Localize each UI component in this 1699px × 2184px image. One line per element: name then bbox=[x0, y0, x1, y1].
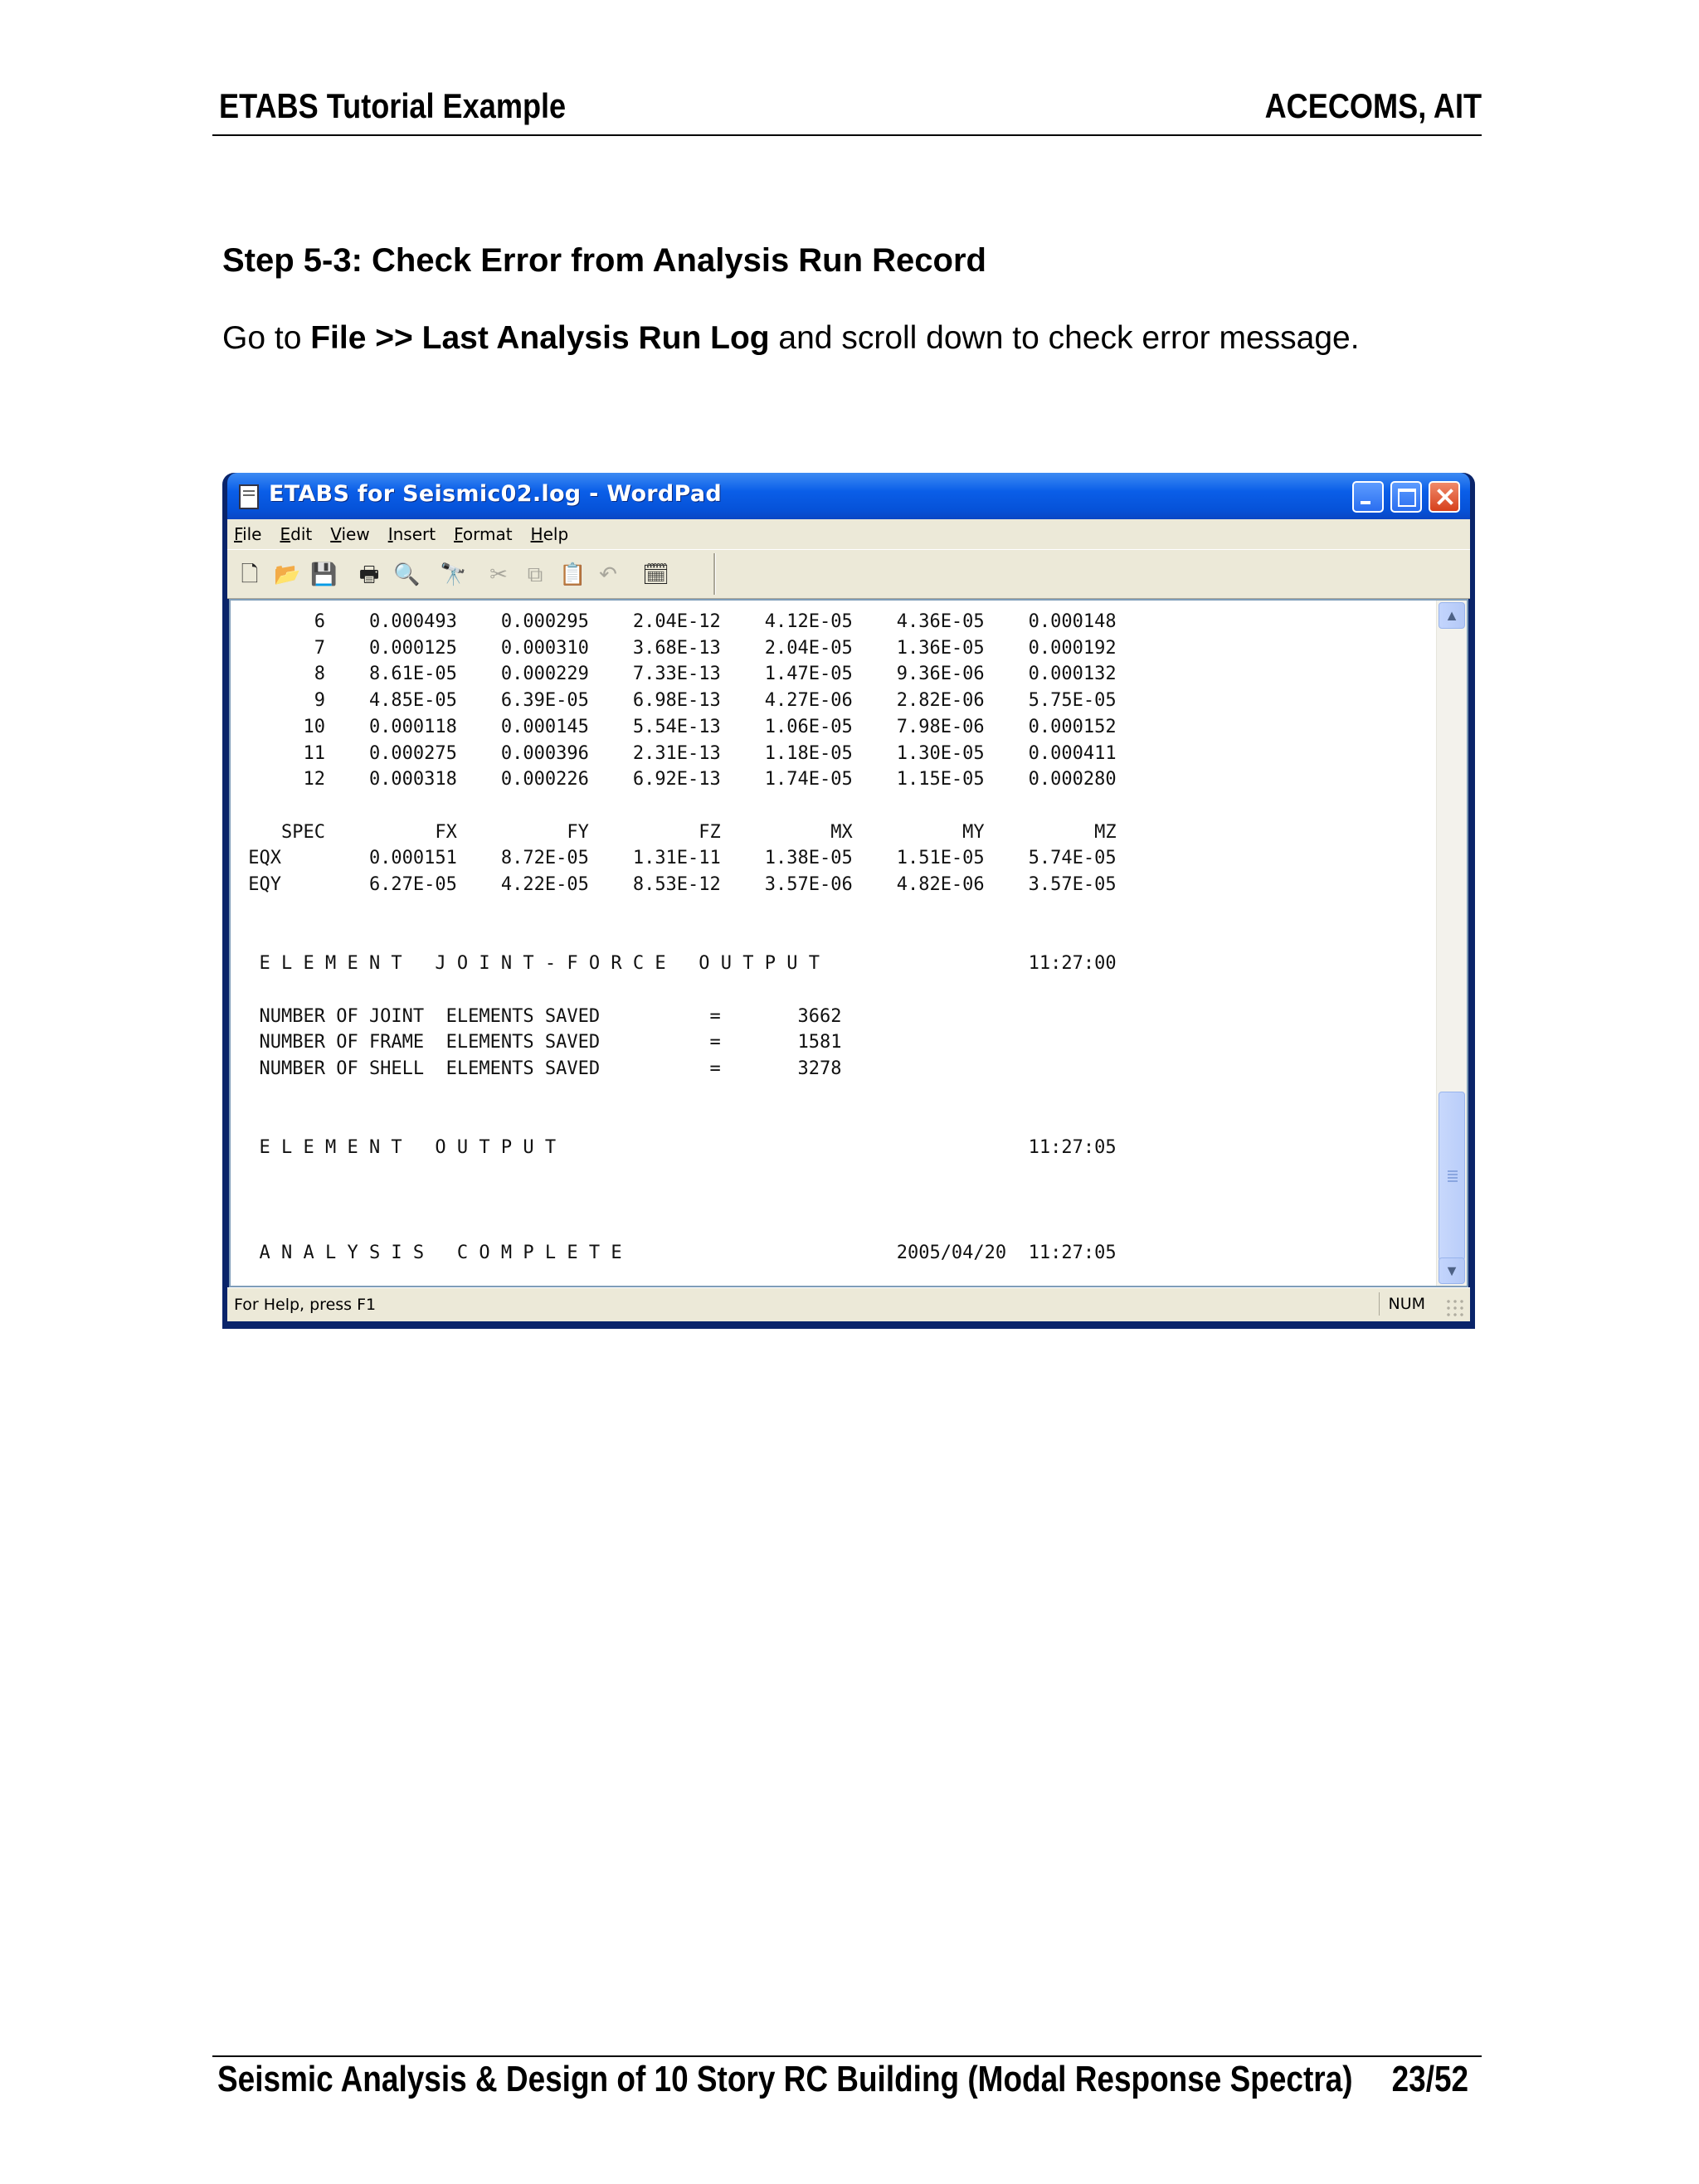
print-preview-icon[interactable]: 🔍 bbox=[393, 562, 421, 586]
instruction-prefix: Go to bbox=[222, 320, 311, 356]
page-number: 23/52 bbox=[1391, 2059, 1468, 2099]
scroll-down-arrow-icon[interactable]: ▼ bbox=[1439, 1257, 1465, 1284]
header-rule bbox=[212, 134, 1482, 136]
date-time-icon[interactable]: 🗓 bbox=[642, 562, 670, 586]
menu-format[interactable]: Format bbox=[454, 524, 513, 544]
step-title: Step 5-3: Check Error from Analysis Run Record bbox=[222, 242, 986, 279]
find-icon[interactable]: 🔭 bbox=[440, 562, 467, 586]
undo-icon[interactable]: ↶ bbox=[599, 562, 617, 586]
status-help-text: For Help, press F1 bbox=[234, 1296, 377, 1314]
instruction-suffix: and scroll down to check error message. bbox=[769, 320, 1360, 356]
print-icon[interactable]: 🖶 bbox=[358, 562, 380, 586]
scroll-up-arrow-icon[interactable]: ▲ bbox=[1439, 602, 1465, 629]
header-organization: ACECOMS, AIT bbox=[1264, 86, 1482, 125]
paste-icon[interactable]: 📋 bbox=[559, 562, 587, 586]
instruction-menu-path: File >> Last Analysis Run Log bbox=[310, 320, 770, 356]
vertical-scrollbar[interactable] bbox=[1436, 601, 1467, 1286]
log-content: 6 0.000493 0.000295 2.04E-12 4.12E-05 4.36E-05 0.000148 7 0.000125 0.000310 3.68E-13 2.04E-05 1.36E-05 0.000192 8 8.61E-05 0.000229 7.33E-13 1.47E-05 9.36E-06 0.000132 9 4.85E-05 6.39E-05 6.98E-13 4.27E-06 2.82E-06 5.75E-05 10 0.000118 0.000145 5.54E-13 1.06E-05 7.98E-06 0.000152 11 0.000275 0.000396 2.31E-13 1.18E-05 1.30E-05 0.000411 12 0.000318 0.000226 6.92E-13 1.74E-05 1.15E-05 0.000280 SPEC FX FY FZ MX MY MZ EQX 0.000151 8.72E-05 1.31E-11 1.38E-05 1.51E-05 5.74E-05 EQY 6.27E-05 4.22E-05 8.53E-12 3.57E-06 4.82E-06 3.57E-05 E L E M E N T J O I N T - F O R C E O U T P U T 11:27:00 NUMBER OF JOINT ELEMENTS SAVED = 3662 NUMBER OF FRAME ELEMENTS SAVED = 1581 NUMBER OF SHELL ELEMENTS SAVED = 3278 E L E M E N T O U T P U T 11:27:05 A N A L Y S I S C O M P L E T E 2005/04/20 11:27:05 bbox=[248, 611, 1117, 1263]
save-icon[interactable]: 💾 bbox=[310, 562, 338, 586]
close-button[interactable] bbox=[1429, 481, 1460, 513]
log-text-area[interactable] bbox=[237, 609, 1434, 1286]
wordpad-window bbox=[222, 473, 1475, 1329]
status-num-indicator: NUM bbox=[1379, 1292, 1434, 1316]
menu-help[interactable]: Help bbox=[530, 524, 569, 544]
title-bar[interactable] bbox=[227, 473, 1470, 519]
footer-rule bbox=[212, 2055, 1482, 2057]
scroll-thumb[interactable] bbox=[1439, 1092, 1465, 1261]
wordpad-document-icon[interactable] bbox=[239, 484, 259, 509]
new-icon[interactable]: 🗋 bbox=[241, 562, 259, 586]
cut-icon[interactable]: ✂ bbox=[489, 562, 508, 586]
status-bar bbox=[227, 1287, 1470, 1321]
header-title: ETABS Tutorial Example bbox=[219, 86, 567, 125]
menu-view[interactable]: View bbox=[330, 524, 370, 544]
resize-grip-icon[interactable] bbox=[1445, 1298, 1465, 1318]
minimize-button[interactable] bbox=[1352, 481, 1384, 513]
open-icon[interactable]: 📂 bbox=[274, 562, 301, 586]
menu-bar bbox=[227, 519, 1470, 549]
copy-icon[interactable]: ⧉ bbox=[527, 562, 543, 586]
scroll-grip-icon bbox=[1448, 1170, 1458, 1182]
toolbar bbox=[227, 549, 1470, 599]
footer-title: Seismic Analysis & Design of 10 Story RC Building (Modal Response Spectra) bbox=[217, 2059, 1353, 2099]
maximize-button[interactable] bbox=[1390, 481, 1422, 513]
window-title: ETABS for Seismic02.log - WordPad bbox=[269, 481, 723, 507]
menu-edit[interactable]: Edit bbox=[280, 524, 313, 544]
document-area[interactable] bbox=[229, 599, 1468, 1287]
menu-file[interactable]: File bbox=[234, 524, 262, 544]
toolbar-separator bbox=[713, 553, 716, 595]
menu-insert[interactable]: Insert bbox=[387, 524, 436, 544]
instruction bbox=[222, 320, 1360, 357]
